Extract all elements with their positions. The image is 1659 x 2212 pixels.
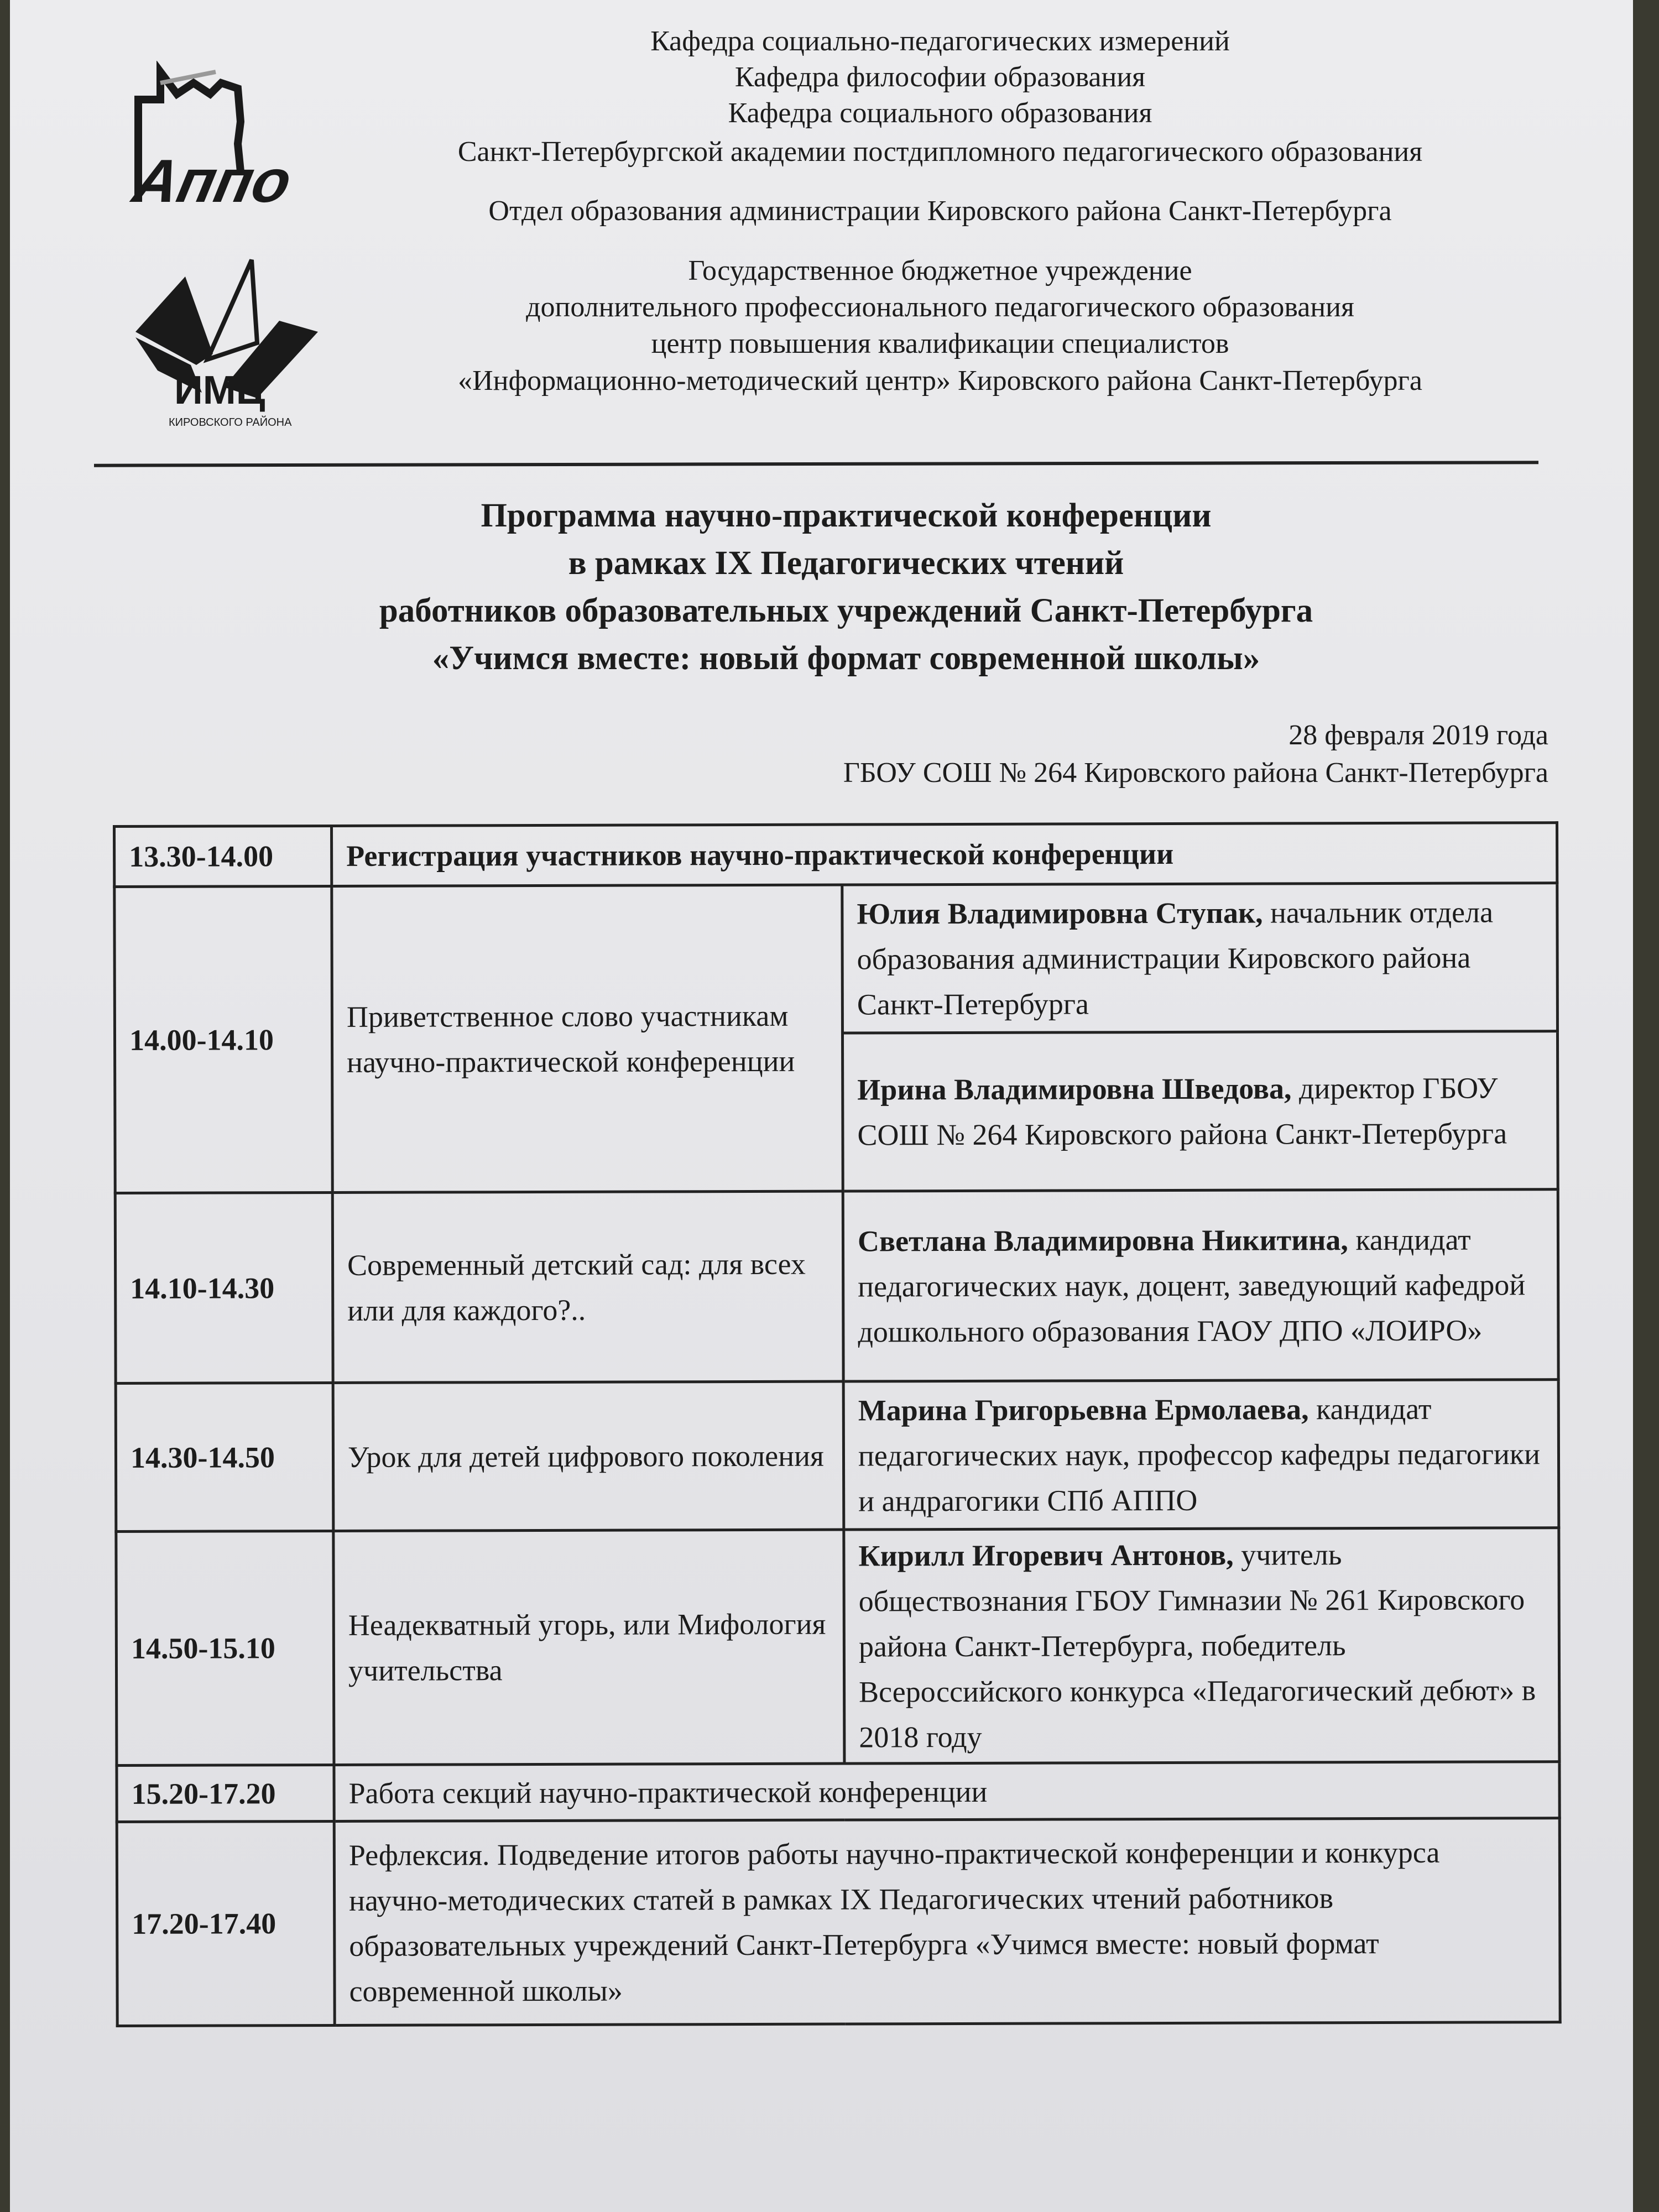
event-date: 28 февраля 2019 года	[1288, 719, 1548, 751]
header-line: Кафедра философии образования	[734, 61, 1146, 93]
header-line: Кафедра социального образования	[728, 97, 1152, 129]
header-line: Санкт-Петербургской академии постдипломного педагогического образования	[457, 136, 1423, 168]
svg-text:Аппо: Аппо	[127, 147, 298, 215]
title-line: «Учимся вместе: новый формат современной школы»	[432, 640, 1260, 677]
program-table	[113, 821, 1562, 2027]
time-cell: 14.50-15.10	[116, 1531, 334, 1765]
topic-cell: Работа секций научно-практической конференции	[334, 1762, 1559, 1822]
topic-cell: Приветственное слово участникам научно-практической конференции	[332, 885, 843, 1192]
table-row	[114, 823, 1557, 887]
header-line: центр повышения квалификации специалистов	[651, 328, 1229, 359]
topic-cell: Неадекватный угорь, или Мифология учительства	[333, 1530, 844, 1765]
time-cell: 14.10-14.30	[115, 1192, 333, 1383]
time-cell: 15.20-17.20	[117, 1765, 334, 1822]
event-meta	[843, 717, 1548, 792]
topic-cell: Современный детский сад: для всех или для каждого?..	[332, 1191, 843, 1383]
speaker-cell: Кирилл Игоревич Антонов, учитель обществознания ГБОУ Гимназии № 261 Кировского района Санкт-Петербурга, победитель Всероссийского конкурса «Педагогический дебют» в 2018 году	[844, 1528, 1559, 1764]
table-row	[115, 1190, 1558, 1384]
header-line: «Информационно-методический центр» Кировского района Санкт-Петербурга	[458, 365, 1422, 397]
speaker-cell: Светлана Владимировна Никитина, кандидат педагогических наук, доцент, заведующий кафедрой дошкольного образования ГАОУ ДПО «ЛОИРО»	[843, 1190, 1558, 1381]
event-venue: ГБОУ СОШ № 264 Кировского района Санкт-Петербурга	[843, 757, 1548, 789]
speaker-cell: Марина Григорьевна Ермолаева, кандидат педагогических наук, профессор кафедры педагогики и андрагогики СПб АППО	[843, 1380, 1559, 1530]
title-line: в рамках IX Педагогических чтений	[568, 545, 1124, 582]
table-row	[117, 1818, 1560, 2026]
header-line: Отдел образования администрации Кировского района Санкт-Петербурга	[488, 195, 1392, 227]
time-cell: 14.00-14.10	[114, 886, 332, 1193]
title-line: Программа научно-практической конференции	[481, 497, 1212, 534]
table-row	[117, 1762, 1559, 1822]
time-cell: 13.30-14.00	[114, 826, 332, 886]
table-row	[116, 1528, 1559, 1766]
speaker-cell: Юлия Владимировна Ступак, начальник отдела образования администрации Кировского района Санкт-Петербурга	[842, 883, 1558, 1033]
title-line: работников образовательных учреждений Санкт-Петербурга	[379, 592, 1313, 629]
header-line: Кафедра социально-педагогических измерений	[650, 25, 1230, 57]
table-row	[114, 883, 1558, 1035]
imc-logo	[124, 254, 335, 437]
topic-cell: Рефлексия. Подведение итогов работы научно-практической конференции и конкурса научно-методических статей в рамках IX Педагогических чтений работников образовательных учреждений Санкт-Петербурга «Учимся вместе: новый формат современной школы»	[334, 1818, 1560, 2026]
appo-logo	[127, 61, 337, 216]
svg-text:ИМЦ: ИМЦ	[174, 368, 265, 413]
time-cell: 14.30-14.50	[116, 1383, 333, 1531]
header-line: дополнительного профессионального педагогического образования	[526, 291, 1354, 323]
topic-cell: Урок для детей цифрового поколения	[333, 1381, 844, 1531]
header-line: Государственное бюджетное учреждение	[688, 255, 1192, 286]
svg-text:КИРОВСКОГО РАЙОНА: КИРОВСКОГО РАЙОНА	[169, 416, 292, 429]
time-cell: 17.20-17.40	[117, 1821, 335, 2026]
page-title	[166, 492, 1526, 682]
speaker-cell: Ирина Владимировна Шведова, директор ГБОУ СОШ № 264 Кировского района Санкт-Петербурга	[842, 1031, 1558, 1191]
table-row	[116, 1380, 1559, 1532]
topic-cell: Регистрация участников научно-практической конференции	[332, 823, 1557, 886]
